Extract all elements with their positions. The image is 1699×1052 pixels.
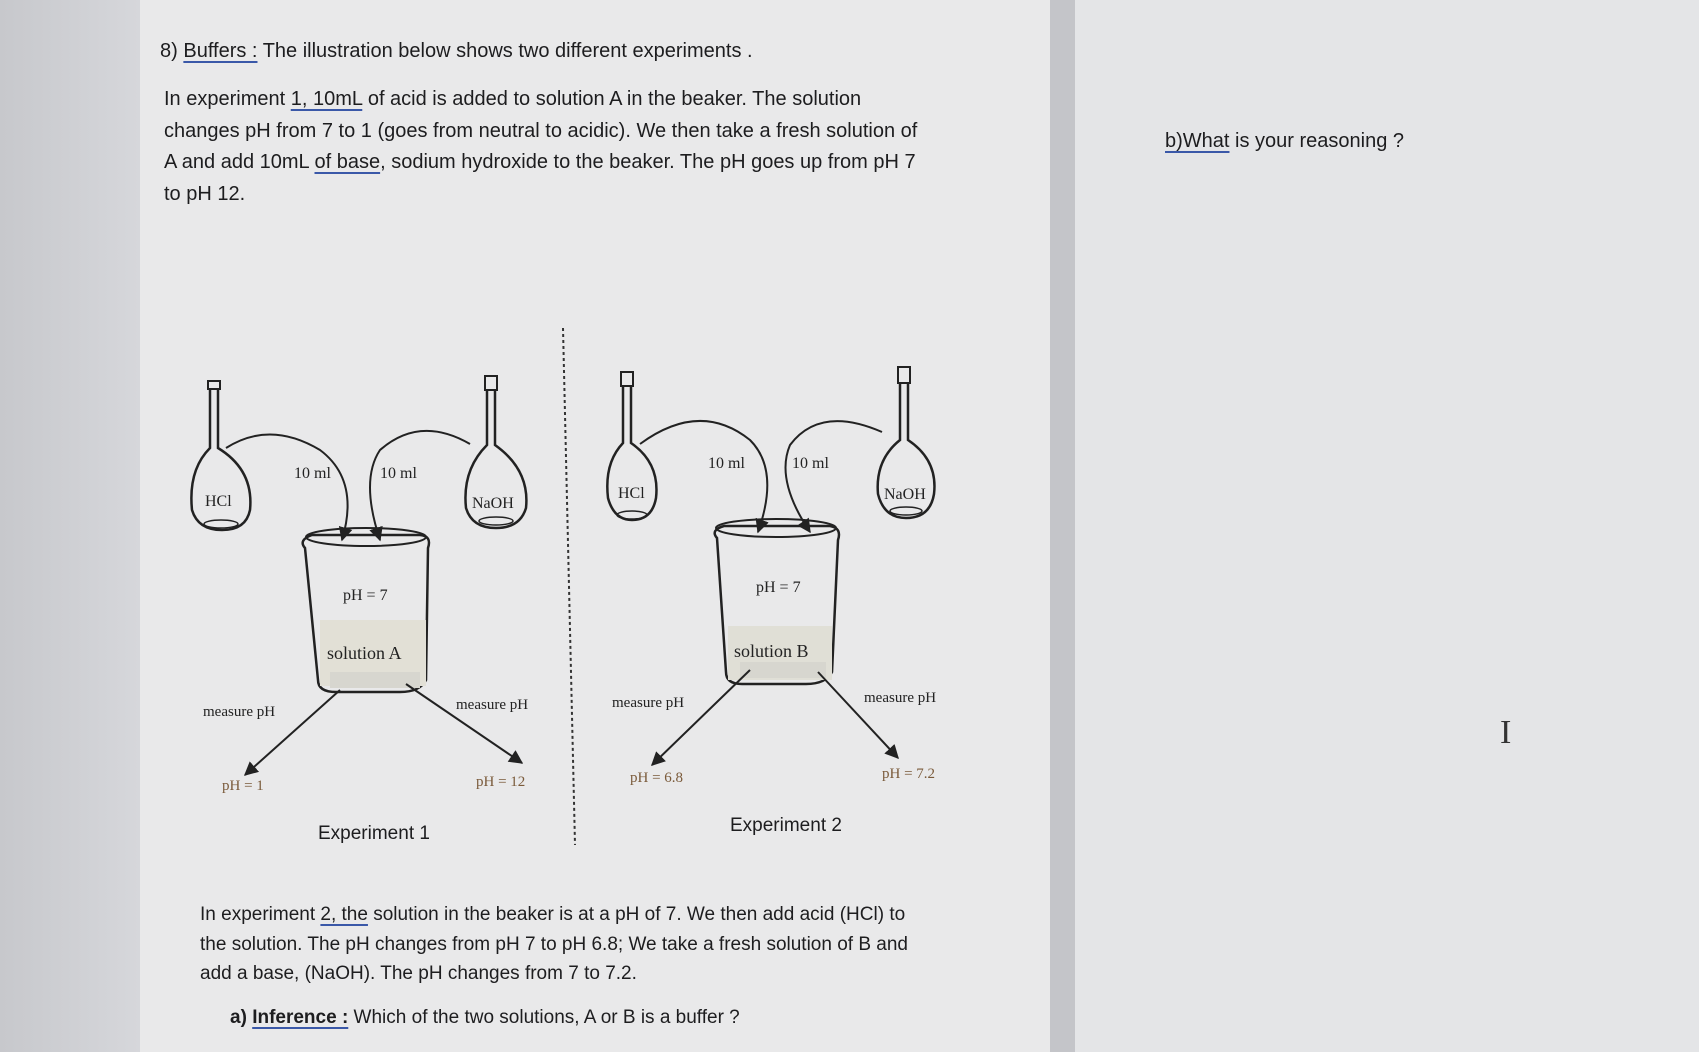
p2-line2: the solution. The pH changes from pH 7 to pH 6.8; We take a fresh solution of B and (200, 933, 908, 955)
measure-label-right-1: measure pH (456, 697, 529, 713)
volume-label-left-2: 10 ml (708, 455, 745, 472)
p1-line1-b: of acid is added to solution A in the beaker. The solution (362, 88, 862, 110)
solution-label-1: solution A (327, 643, 402, 663)
question-number: 8) (160, 40, 178, 62)
measure-label-left-2: measure pH (612, 695, 685, 711)
p2-line1-a: In experiment (200, 904, 321, 925)
result-label-left-2: pH = 6.8 (630, 770, 684, 786)
hcl-label-2: HCl (618, 485, 645, 502)
beaker-ph-label-1: pH = 7 (343, 587, 388, 604)
beaker-ph-label-2: pH = 7 (756, 579, 801, 596)
naoh-label-1: NaOH (472, 495, 514, 512)
result-label-left-1: pH = 1 (222, 778, 264, 794)
paragraph-experiment-2 (200, 900, 908, 989)
volume-label-left-1: 10 ml (294, 465, 331, 482)
p2-line1-b: solution in the beaker is at a pH of 7. We then add acid (HCl) to (367, 904, 906, 925)
volume-label-right-1: 10 ml (380, 465, 417, 482)
question-a-topic: Inference : (252, 1007, 349, 1028)
pour-arc-acid-2 (640, 421, 767, 532)
text-cursor-icon: I (1500, 714, 1512, 751)
result-label-right-2: pH = 7.2 (882, 766, 936, 782)
solution-label-2: solution B (734, 641, 809, 661)
p2-line1-underlined: 2, the (320, 904, 368, 925)
question-a-text: Which of the two solutions, A or B is a buffer ? (348, 1007, 740, 1028)
naoh-label-2: NaOH (884, 486, 926, 503)
caption-experiment-2: Experiment 2 (730, 815, 842, 836)
result-label-right-1: pH = 12 (476, 774, 526, 790)
question-intro: The illustration below shows two different experiments . (262, 40, 753, 62)
question-a-label: a) (230, 1007, 247, 1028)
side-question-label: b)What (1165, 130, 1230, 152)
p1-line3-b: , sodium hydroxide to the beaker. The pH goes up from pH 7 (380, 151, 916, 173)
caption-experiment-1: Experiment 1 (318, 823, 430, 844)
p1-line1-a: In experiment (164, 88, 291, 110)
volume-label-right-2: 10 ml (792, 455, 829, 472)
p2-line3: add a base, (NaOH). The pH changes from 7 to 7.2. (200, 963, 637, 984)
hcl-label-1: HCl (205, 493, 232, 510)
measure-label-right-2: measure pH (864, 690, 937, 706)
measure-label-left-1: measure pH (203, 704, 276, 720)
p1-line2: changes pH from 7 to 1 (goes from neutral to acidic). We then take a fresh solution of (164, 119, 918, 142)
divider-line (563, 328, 575, 845)
p1-line3-underlined: of base (314, 151, 381, 173)
side-question-text: is your reasoning ? (1229, 130, 1405, 152)
p1-line3-a: A and add 10mL (164, 151, 315, 173)
p1-line4: to pH 12. (164, 182, 246, 205)
p1-line1-underlined: 1, 10mL (290, 88, 363, 110)
question-a (230, 1002, 740, 1033)
question-topic: Buffers : (183, 40, 258, 62)
